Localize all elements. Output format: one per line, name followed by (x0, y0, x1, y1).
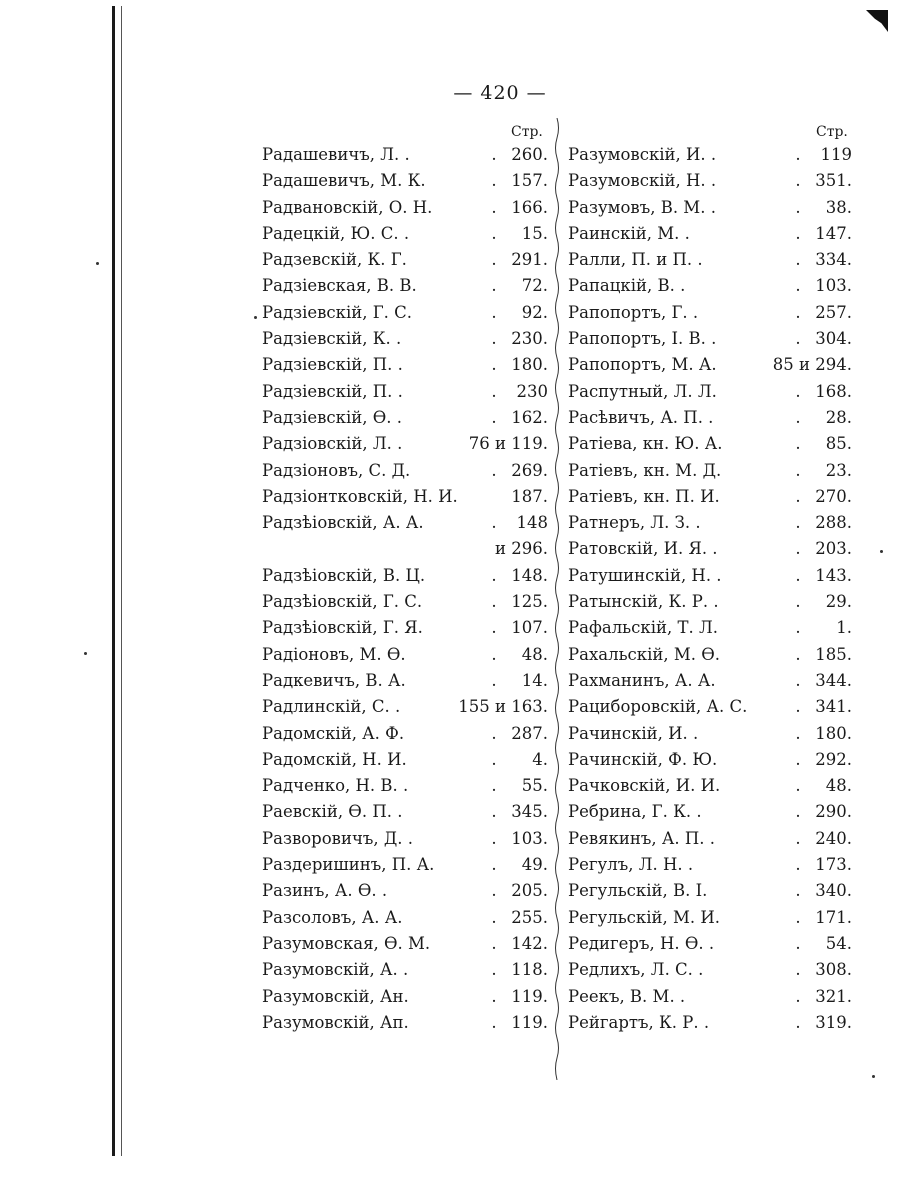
index-entry (262, 195, 548, 221)
entry-leader-dot: . (795, 592, 801, 612)
index-entry (262, 247, 548, 273)
entry-page-number: 4. (532, 749, 548, 769)
entry-leader-dot: . (795, 776, 801, 796)
entry-page-number: 162. (511, 407, 548, 427)
index-entry (568, 326, 852, 352)
index-entry (262, 826, 548, 852)
index-entry (262, 773, 548, 799)
entry-page-number: 119. (511, 986, 548, 1006)
entry-page-number: 287. (511, 723, 548, 743)
entry-page-number: 1. (836, 618, 852, 638)
entry-page-number: 28. (825, 407, 852, 427)
entry-name: Рациборовскій, А. С. (568, 697, 748, 717)
entry-leader-dot: . (795, 802, 801, 822)
entry-page-number: 38. (825, 197, 852, 217)
entry-name: Ратіевъ, кн. М. Д. (568, 460, 722, 480)
entry-leader-dot: . (491, 145, 497, 164)
index-entry (568, 747, 852, 773)
index-entry (568, 352, 852, 378)
entry-leader-dot: . (491, 381, 497, 401)
entry-page-number: 54. (825, 933, 852, 953)
entry-leader-dot: . (795, 276, 801, 296)
index-entry (262, 379, 548, 405)
index-entry (262, 405, 548, 431)
paper-speck (880, 550, 883, 553)
index-entry (262, 931, 548, 957)
entry-leader-dot: . (795, 145, 801, 164)
index-entry (568, 405, 852, 431)
index-entry (262, 563, 548, 589)
entry-leader-dot: . (491, 276, 497, 296)
index-entry (568, 668, 852, 694)
entry-name: Редлихъ, Л. С. . (568, 960, 704, 980)
entry-leader-dot: . (491, 960, 497, 980)
entry-name: Рапопортъ, І. В. . (568, 329, 717, 349)
entry-leader-dot: . (491, 828, 497, 848)
index-entry (568, 563, 852, 589)
entry-page-number: 72. (521, 276, 548, 296)
entry-name: Раинскій, М. . (568, 223, 690, 243)
entry-leader-dot (442, 431, 462, 457)
index-entry (262, 589, 548, 615)
entry-page-number: 351. (815, 171, 852, 191)
entry-name: Разинъ, А. Ѳ. . (262, 881, 388, 901)
entry-page-number: 230. (511, 329, 548, 349)
entry-name: Радзевскій, К. Г. (262, 250, 407, 270)
entry-page-number: 203. (815, 539, 852, 559)
entry-name: Радзіевскій, Ѳ. . (262, 407, 403, 427)
page-binding-edge (112, 6, 122, 1156)
index-entry (568, 484, 852, 510)
index-entry (568, 458, 852, 484)
entry-name: Радченко, Н. В. . (262, 776, 409, 796)
index-entry (568, 694, 852, 720)
entry-name: Ратынскій, К. Р. . (568, 592, 719, 612)
entry-page-number: 230 (516, 381, 548, 401)
index-entry (568, 379, 852, 405)
index-column-left (262, 142, 548, 1036)
index-entry (568, 984, 852, 1010)
entry-leader-dot: . (795, 486, 801, 506)
index-entry (262, 510, 548, 536)
entry-leader-dot: . (491, 513, 497, 533)
entry-name: Ратнеръ, Л. З. . (568, 513, 701, 533)
paper-speck (872, 1075, 875, 1078)
entry-leader-dot: . (491, 802, 497, 822)
index-entry (568, 300, 852, 326)
index-entry (262, 300, 548, 326)
entry-leader-dot: . (491, 460, 497, 480)
index-entry (568, 168, 852, 194)
entry-leader-dot: . (795, 670, 801, 690)
entry-page-number: 321. (815, 986, 852, 1006)
index-entry (262, 878, 548, 904)
entry-page-number: 147. (815, 223, 852, 243)
entry-page-number: 148. (511, 565, 548, 585)
entry-leader-dot: . (795, 933, 801, 953)
entry-leader-dot: . (491, 171, 497, 191)
index-column-right (568, 142, 852, 1036)
entry-leader-dot: . (795, 434, 801, 454)
entry-page-number: 341. (815, 697, 852, 717)
entry-name: Рафальскій, Т. Л. (568, 618, 718, 638)
entry-page-number: 304. (815, 329, 852, 349)
paper-speck (96, 262, 99, 265)
index-entry (262, 642, 548, 668)
entry-name: Радзѣіовскій, Г. Я. (262, 618, 423, 638)
index-entry (262, 721, 548, 747)
entry-name: Разумовъ, В. М. . (568, 197, 716, 217)
index-entry (262, 142, 548, 168)
entry-leader-dot: . (491, 986, 497, 1006)
index-entry (262, 273, 548, 299)
entry-page-number: 180. (815, 723, 852, 743)
entry-name: Радашевичъ, Л. . (262, 145, 410, 164)
index-entry (262, 168, 548, 194)
right-column-page-label: Стр. (816, 124, 848, 140)
entry-name: Рапопортъ, Г. . (568, 302, 699, 322)
entry-leader-dot: . (491, 250, 497, 270)
entry-page-number: 288. (815, 513, 852, 533)
entry-name: Радкевичъ, В. А. (262, 670, 406, 690)
index-entry (568, 878, 852, 904)
entry-name: Радзіевская, В. В. (262, 276, 417, 296)
entry-page-number: 257. (815, 302, 852, 322)
index-entry (262, 852, 548, 878)
index-entry (568, 799, 852, 825)
index-entry (262, 221, 548, 247)
entry-name: Разумовскій, Ап. (262, 1012, 409, 1032)
entry-page-number: 148 (516, 513, 548, 533)
entry-leader-dot: . (795, 618, 801, 638)
entry-leader-dot: . (491, 355, 497, 375)
entry-name: Радашевичъ, М. К. (262, 171, 426, 191)
entry-leader-dot: . (795, 565, 801, 585)
entry-page-number: 119 (820, 145, 852, 164)
entry-leader-dot: . (795, 197, 801, 217)
index-entry (568, 536, 852, 562)
entry-leader-dot: . (491, 329, 497, 349)
entry-name: Рапацкій, В. . (568, 276, 686, 296)
page-corner-mark (866, 10, 888, 32)
entry-leader-dot: . (795, 460, 801, 480)
entry-name: Радзіовскій, Л. . (262, 434, 403, 454)
entry-name: Радзѣіовскій, А. А. (262, 513, 424, 533)
entry-name: Ребрина, Г. К. . (568, 802, 702, 822)
left-column-page-label: Стр. (511, 124, 543, 140)
index-entry (568, 852, 852, 878)
entry-page-number: 205. (511, 881, 548, 901)
entry-page-number: 187. (511, 486, 548, 506)
index-entry (262, 1010, 548, 1036)
entry-leader-dot: . (795, 539, 801, 559)
index-entry (568, 142, 852, 168)
entry-name: Ратовскій, И. Я. . (568, 539, 718, 559)
entry-leader-dot: . (491, 776, 497, 796)
entry-name: Рапопортъ, М. А. (568, 355, 717, 375)
entry-name: Раевскій, Ѳ. П. . (262, 802, 403, 822)
entry-name: Радзіевскій, П. . (262, 355, 403, 375)
entry-page-number: 103. (511, 828, 548, 848)
entry-name: Радзіевскій, К. . (262, 329, 402, 349)
entry-page-number: 103. (815, 276, 852, 296)
entry-page-number: 180. (511, 355, 548, 375)
entry-name: Радзѣіовскій, В. Ц. (262, 565, 426, 585)
entry-page-number: 290. (815, 802, 852, 822)
index-entry (568, 615, 852, 641)
entry-page-number: 118. (511, 960, 548, 980)
entry-page-number: 29. (825, 592, 852, 612)
entry-page-number: 173. (815, 855, 852, 875)
entry-page-number: 49. (521, 855, 548, 875)
entry-leader-dot: . (795, 513, 801, 533)
index-entry (568, 221, 852, 247)
entry-page-number: 171. (815, 907, 852, 927)
column-divider (553, 118, 561, 1080)
entry-name: Радзіонтковскій, Н. И. (262, 486, 458, 506)
entry-name: Разумовская, Ѳ. М. (262, 933, 431, 953)
paper-speck (254, 316, 257, 319)
entry-leader-dot (484, 484, 504, 510)
entry-leader-dot: . (795, 986, 801, 1006)
entry-leader-dot: . (795, 329, 801, 349)
entry-name: Регульскій, В. І. (568, 881, 708, 901)
entry-leader-dot: . (491, 749, 497, 769)
entry-name: Радіоновъ, М. Ѳ. (262, 644, 406, 664)
entry-name: Регульскій, М. И. (568, 907, 721, 927)
index-entry (568, 195, 852, 221)
entry-page-number: 48. (825, 776, 852, 796)
entry-name: Разумовскій, Н. . (568, 171, 717, 191)
page-number: — 420 — (453, 82, 547, 104)
entry-page-number: 55. (521, 776, 548, 796)
entry-leader-dot: . (491, 855, 497, 875)
entry-leader-dot: . (795, 250, 801, 270)
entry-page-number: 143. (815, 565, 852, 585)
index-entry (262, 957, 548, 983)
index-entry (568, 957, 852, 983)
entry-page-number: 23. (825, 460, 852, 480)
entry-name: Радомскій, Н. И. (262, 749, 407, 769)
entry-page-number: 76 и 119. (468, 434, 548, 454)
entry-page-number: 334. (815, 250, 852, 270)
entry-name: Регулъ, Л. Н. . (568, 855, 694, 875)
entry-name: Раздеришинъ, П. А. (262, 855, 435, 875)
entry-name: Рахманинъ, А. А. (568, 670, 716, 690)
index-entry (262, 431, 548, 457)
entry-page-number: 344. (815, 670, 852, 690)
index-entry (568, 510, 852, 536)
index-entry (262, 484, 548, 510)
entry-leader-dot: . (491, 907, 497, 927)
index-entry (262, 984, 548, 1010)
entry-leader-dot: . (795, 697, 801, 717)
entry-name: Рахальскій, М. Ѳ. (568, 644, 721, 664)
entry-page-number: 345. (511, 802, 548, 822)
entry-leader-dot (438, 694, 458, 720)
entry-page-number: 142. (511, 933, 548, 953)
entry-leader-dot: . (795, 881, 801, 901)
entry-page-number: 269. (511, 460, 548, 480)
entry-leader-dot: . (491, 644, 497, 664)
entry-page-number: 125. (511, 592, 548, 612)
entry-name: Разумовскій, И. . (568, 145, 717, 164)
entry-page-number: 48. (521, 644, 548, 664)
paper-speck (84, 652, 87, 655)
index-entry (568, 247, 852, 273)
entry-name: Радзіевскій, П. . (262, 381, 403, 401)
index-entry (262, 668, 548, 694)
entry-page-number: 319. (815, 1012, 852, 1032)
index-entry (262, 799, 548, 825)
index-entry (262, 747, 548, 773)
entry-page-number: 292. (815, 749, 852, 769)
entry-name: Радлинскій, С. . (262, 697, 401, 717)
entry-page-number: 157. (511, 171, 548, 191)
entry-name: Радзіоновъ, С. Д. (262, 460, 411, 480)
entry-leader-dot: . (491, 592, 497, 612)
index-entry (568, 721, 852, 747)
entry-leader-dot: . (491, 302, 497, 322)
entry-leader-dot: . (795, 960, 801, 980)
entry-name: Радвановскій, О. Н. (262, 197, 433, 217)
index-entry (568, 589, 852, 615)
entry-name: Разворовичъ, Д. . (262, 828, 413, 848)
entry-page-number: 260. (511, 145, 548, 164)
entry-leader-dot: . (795, 828, 801, 848)
index-entry (568, 642, 852, 668)
entry-name: Разсоловъ, А. А. (262, 907, 403, 927)
entry-page-number: 185. (815, 644, 852, 664)
entry-leader-dot: . (491, 565, 497, 585)
entry-leader-dot: . (491, 223, 497, 243)
entry-leader-dot: . (491, 723, 497, 743)
entry-leader-dot: . (795, 407, 801, 427)
entry-name: Разумовскій, А. . (262, 960, 409, 980)
entry-page-number: 255. (511, 907, 548, 927)
entry-leader-dot: . (795, 907, 801, 927)
entry-page-number: 85. (825, 434, 852, 454)
entry-name: Ратушинскій, Н. . (568, 565, 722, 585)
entry-page-number: 14. (521, 670, 548, 690)
entry-page-number: 15. (521, 223, 548, 243)
entry-leader-dot: . (491, 881, 497, 901)
entry-page-number: 270. (815, 486, 852, 506)
entry-name: Ратіева, кн. Ю. А. (568, 434, 723, 454)
entry-name: Ревякинъ, А. П. . (568, 828, 715, 848)
entry-leader-dot: . (491, 618, 497, 638)
index-entry (262, 615, 548, 641)
index-entry (262, 352, 548, 378)
index-entry (568, 431, 852, 457)
index-entry (568, 1010, 852, 1036)
entry-name (262, 536, 442, 562)
entry-name: Реекъ, В. М. . (568, 986, 686, 1006)
entry-page-number: 92. (521, 302, 548, 322)
entry-page-number: 85 и 294. (772, 355, 852, 375)
index-entry (568, 931, 852, 957)
entry-name: Разумовскій, Ан. (262, 986, 409, 1006)
entry-leader-dot: . (795, 749, 801, 769)
entry-name: Радомскій, А. Ф. (262, 723, 405, 743)
entry-leader-dot: . (795, 223, 801, 243)
entry-leader-dot: . (491, 670, 497, 690)
entry-name: Расѣвичъ, А. П. . (568, 407, 714, 427)
entry-page-number: 308. (815, 960, 852, 980)
entry-name: Ралли, П. и П. . (568, 250, 703, 270)
index-entry (568, 905, 852, 931)
entry-leader-dot: . (795, 723, 801, 743)
index-entry (262, 536, 548, 562)
entry-name: Рейгартъ, К. Р. . (568, 1012, 710, 1032)
entry-leader-dot: . (795, 1012, 801, 1032)
entry-leader-dot: . (795, 171, 801, 191)
entry-leader-dot: . (491, 1012, 497, 1032)
entry-page-number: 168. (815, 381, 852, 401)
entry-leader-dot: . (491, 933, 497, 953)
entry-page-number: 166. (511, 197, 548, 217)
entry-leader-dot: . (795, 644, 801, 664)
index-entry (262, 694, 548, 720)
entry-name: Радзѣіовскій, Г. С. (262, 592, 423, 612)
entry-name: Редигеръ, Н. Ѳ. . (568, 933, 715, 953)
entry-page-number: и 296. (495, 539, 548, 559)
entry-page-number: 119. (511, 1012, 548, 1032)
entry-leader-dot: . (795, 381, 801, 401)
entry-page-number: 240. (815, 828, 852, 848)
entry-leader-dot: . (795, 855, 801, 875)
entry-name: Распутный, Л. Л. (568, 381, 717, 401)
entry-leader-dot: . (491, 197, 497, 217)
entry-leader-dot (746, 352, 766, 378)
index-entry (262, 326, 548, 352)
index-entry (568, 273, 852, 299)
entry-name: Радецкій, Ю. С. . (262, 223, 410, 243)
entry-name: Ратіевъ, кн. П. И. (568, 486, 720, 506)
index-entry (262, 458, 548, 484)
entry-page-number: 107. (511, 618, 548, 638)
entry-name: Рачинскій, Ф. Ю. (568, 749, 718, 769)
index-entry (262, 905, 548, 931)
entry-page-number: 340. (815, 881, 852, 901)
entry-page-number: 155 и 163. (458, 697, 548, 717)
entry-name: Радзіевскій, Г. С. (262, 302, 413, 322)
entry-page-number: 291. (511, 250, 548, 270)
entry-leader-dot (442, 536, 462, 562)
entry-leader-dot: . (491, 407, 497, 427)
entry-name: Рачинскій, И. . (568, 723, 699, 743)
entry-name: Рачковскій, И. И. (568, 776, 721, 796)
index-entry (568, 826, 852, 852)
entry-leader-dot: . (795, 302, 801, 322)
index-entry (568, 773, 852, 799)
